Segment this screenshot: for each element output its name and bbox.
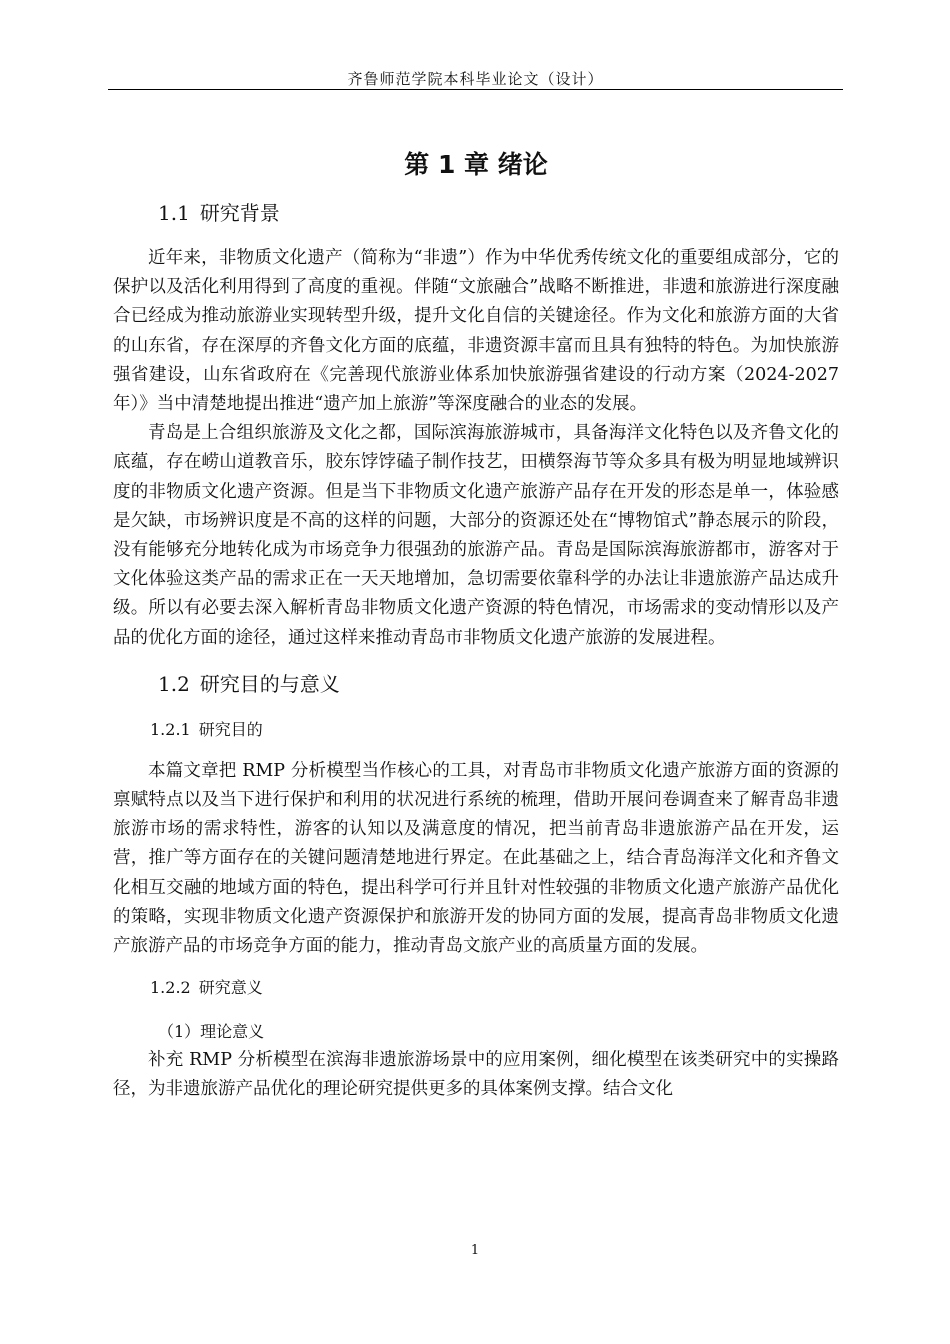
item-theoretical-significance: （1）理论意义: [158, 1022, 265, 1042]
section-heading-1-1: [113, 194, 839, 232]
paragraph-background-1: 近年来，非物质文化遗产（简称为“非遗”）作为中华优秀传统文化的重要组成部分，它的保护以及活化利用得到了高度的重视。伴随“文旅融合”战略不断推进，非遗和旅游进行深度融合已经成为推动旅游业实现转型升级，提升文化自信的关键途径。作为文化和旅游方面的大省的山东省，存在深厚的齐鲁文化方面的底蕴，非遗资源丰富而且具有独特的特色。为加快旅游强省建设，山东省政府在《完善现代旅游业体系加快旅游强省建设的行动方案（2024-2027 年）》当中清楚地提出推进“遗产加上旅游”等深度融合的业态的发展。: [113, 248, 839, 415]
document-body: [113, 146, 839, 1105]
running-header: 齐鲁师范学院本科毕业论文（设计）: [347, 70, 604, 88]
section-title: 研究目的与意义: [199, 671, 340, 696]
paragraph-background-2: 青岛是上合组织旅游及文化之都，国际滨海旅游城市，具备海洋文化特色以及齐鲁文化的底蕴，存在崂山道教音乐，胶东饽饽磕子制作技艺，田横祭海节等众多具有极为明显地域辨识度的非物质文化遗产资源。但是当下非物质文化遗产旅游产品存在开发的形态是单一，体验感是欠缺，市场辨识度是不高的这样的问题，大部分的资源还处在“博物馆式”静态展示的阶段，没有能够充分地转化成为市场竞争力很强劲的旅游产品。青岛是国际滨海旅游都市，游客对于文化体验这类产品的需求正在一天天地增加，急切需要依靠科学的办法让非遗旅游产品达成升级。所以有必要去深入解析青岛非物质文化遗产资源的特色情况，市场需求的变动情形以及产品的优化方面的途径，通过这样来推动青岛市非物质文化遗产旅游的发展进程。: [113, 423, 839, 648]
chapter-title: 第 1 章 绪论: [404, 150, 548, 179]
section-heading-1-2: [113, 665, 839, 703]
paragraph-research-purpose: 本篇文章把 RMP 分析模型当作核心的工具，对青岛市非物质文化遗产旅游方面的资源的禀赋特点以及当下进行保护和利用的状况进行系统的梳理，借助开展问卷调查来了解青岛非遗旅游市场的需求特性，游客的认知以及满意度的情况，把当前青岛非遗旅游产品在开发，运营，推广等方面存在的关键问题清楚地进行界定。在此基础之上，结合青岛海洋文化和齐鲁文化相互交融的地域方面的特色，提出科学可行并且针对性较强的非物质文化遗产旅游产品优化的策略，实现非物质文化遗产资源保护和旅游开发的协同方面的发展，提高青岛非物质文化遗产旅游产品的市场竞争方面的能力，推动青岛文旅产业的高质量方面的发展。: [113, 760, 839, 957]
section-title: 研究背景: [199, 201, 280, 225]
subsection-heading-1-2-1: [113, 715, 839, 745]
header-divider: [108, 89, 843, 90]
subsection-number: 1.2.2: [150, 978, 191, 998]
subsection-number: 1.2.1: [150, 719, 191, 739]
section-number: 1.1: [158, 201, 190, 225]
paragraph-theoretical-significance: 补充 RMP 分析模型在滨海非遗旅游场景中的应用案例，细化模型在该类研究中的实操路径，为非遗旅游产品优化的理论研究提供更多的具体案例支撑。结合文化: [113, 1050, 839, 1100]
page-number: 1: [470, 1243, 480, 1258]
subsection-title: 研究意义: [198, 978, 263, 998]
subsection-heading-1-2-2: [113, 973, 839, 1003]
section-number: 1.2: [158, 671, 190, 696]
subsection-title: 研究目的: [198, 719, 263, 739]
